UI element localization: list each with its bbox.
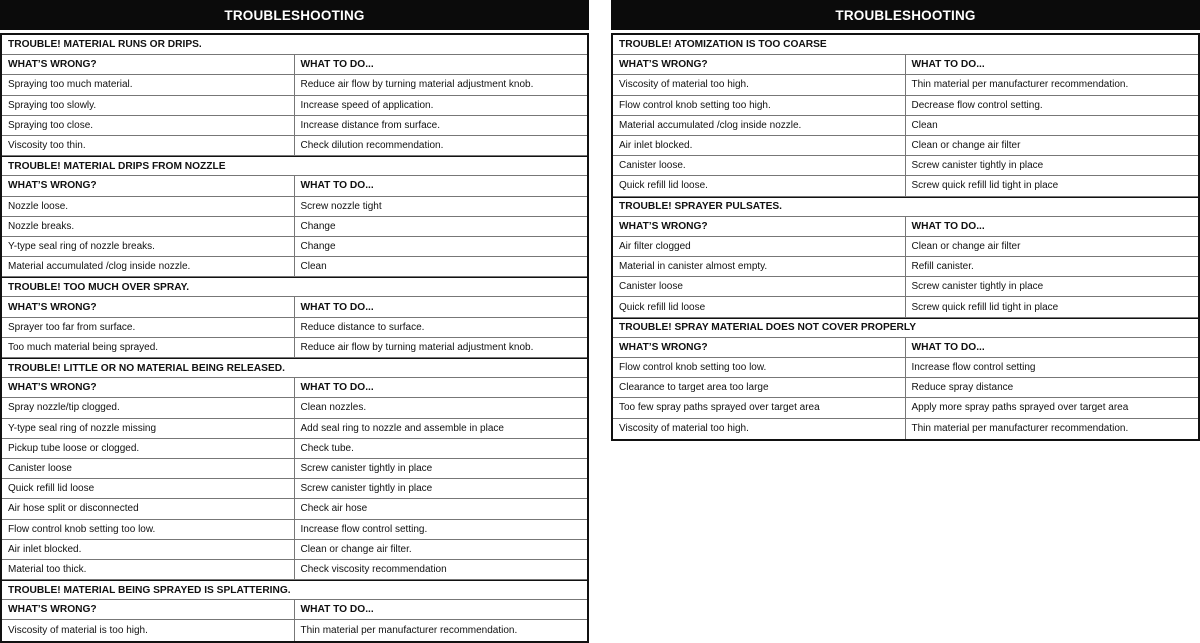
solution-cell: Thin material per manufacturer recommendation.	[911, 423, 1129, 435]
solution-cell: Thin material per manufacturer recommendation.	[911, 79, 1129, 91]
whats-wrong-header: WHAT’S WRONG?	[2, 600, 295, 619]
left-panel	[0, 0, 589, 643]
solution-cell: Decrease flow control setting.	[911, 99, 1043, 111]
problem-cell: Viscosity too thin.	[2, 136, 295, 155]
what-to-do-header: WHAT TO DO...	[300, 59, 374, 71]
column-header-row	[2, 378, 587, 398]
what-to-do-header: WHAT TO DO...	[911, 220, 985, 232]
trouble-heading: TROUBLE! ATOMIZATION IS TOO COARSE	[613, 35, 1198, 55]
whats-wrong-header: WHAT’S WRONG?	[613, 217, 906, 236]
solution-cell: Screw canister tightly in place	[300, 483, 433, 495]
problem-cell: Material too thick.	[2, 560, 295, 579]
table-row	[2, 96, 587, 116]
column-header-row	[2, 600, 587, 620]
table-row	[2, 560, 587, 580]
solution-cell: Check air hose	[300, 503, 368, 515]
what-to-do-header: WHAT TO DO...	[300, 301, 374, 313]
table-row	[613, 96, 1198, 116]
solution-cell: Change	[300, 240, 336, 252]
whats-wrong-header: WHAT’S WRONG?	[2, 297, 295, 316]
solution-cell: Reduce air flow by turning material adjustment knob.	[300, 79, 534, 91]
table-row	[2, 439, 587, 459]
problem-cell: Too much material being sprayed.	[2, 338, 295, 357]
problem-cell: Spraying too much material.	[2, 75, 295, 94]
problem-cell: Clearance to target area too large	[613, 378, 906, 397]
problem-cell: Nozzle loose.	[2, 197, 295, 216]
table-row	[2, 459, 587, 479]
problem-cell: Y-type seal ring of nozzle missing	[2, 419, 295, 438]
table-row	[2, 499, 587, 519]
whats-wrong-header: WHAT’S WRONG?	[2, 176, 295, 195]
table-row	[613, 136, 1198, 156]
solution-cell: Increase distance from surface.	[300, 119, 441, 131]
table-row	[2, 620, 587, 640]
table-row	[613, 378, 1198, 398]
table-row	[2, 338, 587, 358]
problem-cell: Nozzle breaks.	[2, 217, 295, 236]
whats-wrong-header: WHAT’S WRONG?	[2, 378, 295, 397]
solution-cell: Clean nozzles.	[300, 402, 367, 414]
problem-cell: Air inlet blocked.	[2, 540, 295, 559]
problem-cell: Sprayer too far from surface.	[2, 318, 295, 337]
problem-cell: Material in canister almost empty.	[613, 257, 906, 276]
solution-cell: Screw canister tightly in place	[911, 281, 1044, 293]
problem-cell: Flow control knob setting too low.	[2, 520, 295, 539]
problem-cell: Canister loose.	[613, 156, 906, 175]
column-header-row	[2, 176, 587, 196]
table-row	[2, 217, 587, 237]
problem-cell: Canister loose	[613, 277, 906, 296]
problem-cell: Material accumulated /clog inside nozzle.	[613, 116, 906, 135]
what-to-do-header: WHAT TO DO...	[300, 604, 374, 616]
troubleshooting-table	[0, 33, 589, 643]
table-row	[2, 237, 587, 257]
table-row	[613, 297, 1198, 317]
solution-cell: Increase flow control setting.	[300, 523, 428, 535]
column-header-row	[2, 55, 587, 75]
problem-cell: Pickup tube loose or clogged.	[2, 439, 295, 458]
problem-cell: Canister loose	[2, 459, 295, 478]
problem-cell: Viscosity of material is too high.	[2, 620, 295, 640]
table-row	[613, 358, 1198, 378]
solution-cell: Check tube.	[300, 442, 354, 454]
problem-cell: Spray nozzle/tip clogged.	[2, 398, 295, 417]
solution-cell: Screw canister tightly in place	[300, 463, 433, 475]
problem-cell: Quick refill lid loose	[613, 297, 906, 316]
trouble-heading: TROUBLE! SPRAY MATERIAL DOES NOT COVER PROPERLY	[613, 318, 1198, 338]
problem-cell: Viscosity of material too high.	[613, 419, 906, 439]
column-header-row	[613, 217, 1198, 237]
problem-cell: Too few spray paths sprayed over target area	[613, 398, 906, 417]
solution-cell: Clean	[911, 119, 938, 131]
table-row	[613, 257, 1198, 277]
what-to-do-header: WHAT TO DO...	[300, 382, 374, 394]
column-header-row	[2, 297, 587, 317]
column-header-row	[613, 338, 1198, 358]
trouble-heading: TROUBLE! SPRAYER PULSATES.	[613, 197, 1198, 217]
problem-cell: Air hose split or disconnected	[2, 499, 295, 518]
problem-cell: Material accumulated /clog inside nozzle.	[2, 257, 295, 276]
troubleshooting-table	[611, 33, 1200, 441]
solution-cell: Check dilution recommendation.	[300, 140, 444, 152]
problem-cell: Spraying too close.	[2, 116, 295, 135]
column-header-row	[613, 55, 1198, 75]
problem-cell: Spraying too slowly.	[2, 96, 295, 115]
table-row	[2, 419, 587, 439]
right-panel	[611, 0, 1200, 441]
problem-cell: Flow control knob setting too high.	[613, 96, 906, 115]
table-row	[2, 75, 587, 95]
table-row	[613, 75, 1198, 95]
solution-cell: Apply more spray paths sprayed over target area	[911, 402, 1129, 414]
solution-cell: Change	[300, 220, 336, 232]
solution-cell: Increase speed of application.	[300, 99, 434, 111]
what-to-do-header: WHAT TO DO...	[911, 341, 985, 353]
solution-cell: Reduce spray distance	[911, 382, 1014, 394]
solution-cell: Increase flow control setting	[911, 362, 1036, 374]
table-row	[613, 116, 1198, 136]
panel-title: TROUBLESHOOTING	[0, 0, 589, 30]
problem-cell: Air filter clogged	[613, 237, 906, 256]
solution-cell: Screw quick refill lid tight in place	[911, 180, 1059, 192]
trouble-heading: TROUBLE! TOO MUCH OVER SPRAY.	[2, 277, 587, 297]
table-row	[2, 540, 587, 560]
table-row	[2, 257, 587, 277]
solution-cell: Clean or change air filter.	[300, 543, 412, 555]
solution-cell: Add seal ring to nozzle and assemble in place	[300, 422, 504, 434]
panel-title: TROUBLESHOOTING	[611, 0, 1200, 30]
table-row	[613, 176, 1198, 196]
trouble-heading: TROUBLE! LITTLE OR NO MATERIAL BEING RELEASED.	[2, 358, 587, 378]
solution-cell: Reduce air flow by turning material adjustment knob.	[300, 341, 534, 353]
solution-cell: Screw quick refill lid tight in place	[911, 301, 1059, 313]
table-row	[2, 318, 587, 338]
table-row	[2, 116, 587, 136]
trouble-heading: TROUBLE! MATERIAL DRIPS FROM NOZZLE	[2, 156, 587, 176]
solution-cell: Reduce distance to surface.	[300, 321, 425, 333]
table-row	[2, 136, 587, 156]
solution-cell: Clean	[300, 261, 327, 273]
table-row	[613, 156, 1198, 176]
whats-wrong-header: WHAT’S WRONG?	[2, 55, 295, 74]
trouble-heading: TROUBLE! MATERIAL BEING SPRAYED IS SPLATTERING.	[2, 580, 587, 600]
table-row	[2, 479, 587, 499]
problem-cell: Y-type seal ring of nozzle breaks.	[2, 237, 295, 256]
table-row	[2, 398, 587, 418]
solution-cell: Clean or change air filter	[911, 240, 1021, 252]
problem-cell: Viscosity of material too high.	[613, 75, 906, 94]
table-row	[613, 237, 1198, 257]
table-row	[613, 277, 1198, 297]
whats-wrong-header: WHAT’S WRONG?	[613, 55, 906, 74]
trouble-heading: TROUBLE! MATERIAL RUNS OR DRIPS.	[2, 35, 587, 55]
problem-cell: Flow control knob setting too low.	[613, 358, 906, 377]
what-to-do-header: WHAT TO DO...	[300, 180, 374, 192]
problem-cell: Air inlet blocked.	[613, 136, 906, 155]
what-to-do-header: WHAT TO DO...	[911, 59, 985, 71]
solution-cell: Screw nozzle tight	[300, 200, 382, 212]
solution-cell: Refill canister.	[911, 261, 974, 273]
table-row	[2, 197, 587, 217]
solution-cell: Thin material per manufacturer recommendation.	[300, 625, 518, 637]
solution-cell: Screw canister tightly in place	[911, 160, 1044, 172]
solution-cell: Clean or change air filter	[911, 140, 1021, 152]
table-row	[2, 520, 587, 540]
whats-wrong-header: WHAT’S WRONG?	[613, 338, 906, 357]
problem-cell: Quick refill lid loose.	[613, 176, 906, 195]
table-row	[613, 419, 1198, 439]
problem-cell: Quick refill lid loose	[2, 479, 295, 498]
table-row	[613, 398, 1198, 418]
solution-cell: Check viscosity recommendation	[300, 563, 447, 575]
